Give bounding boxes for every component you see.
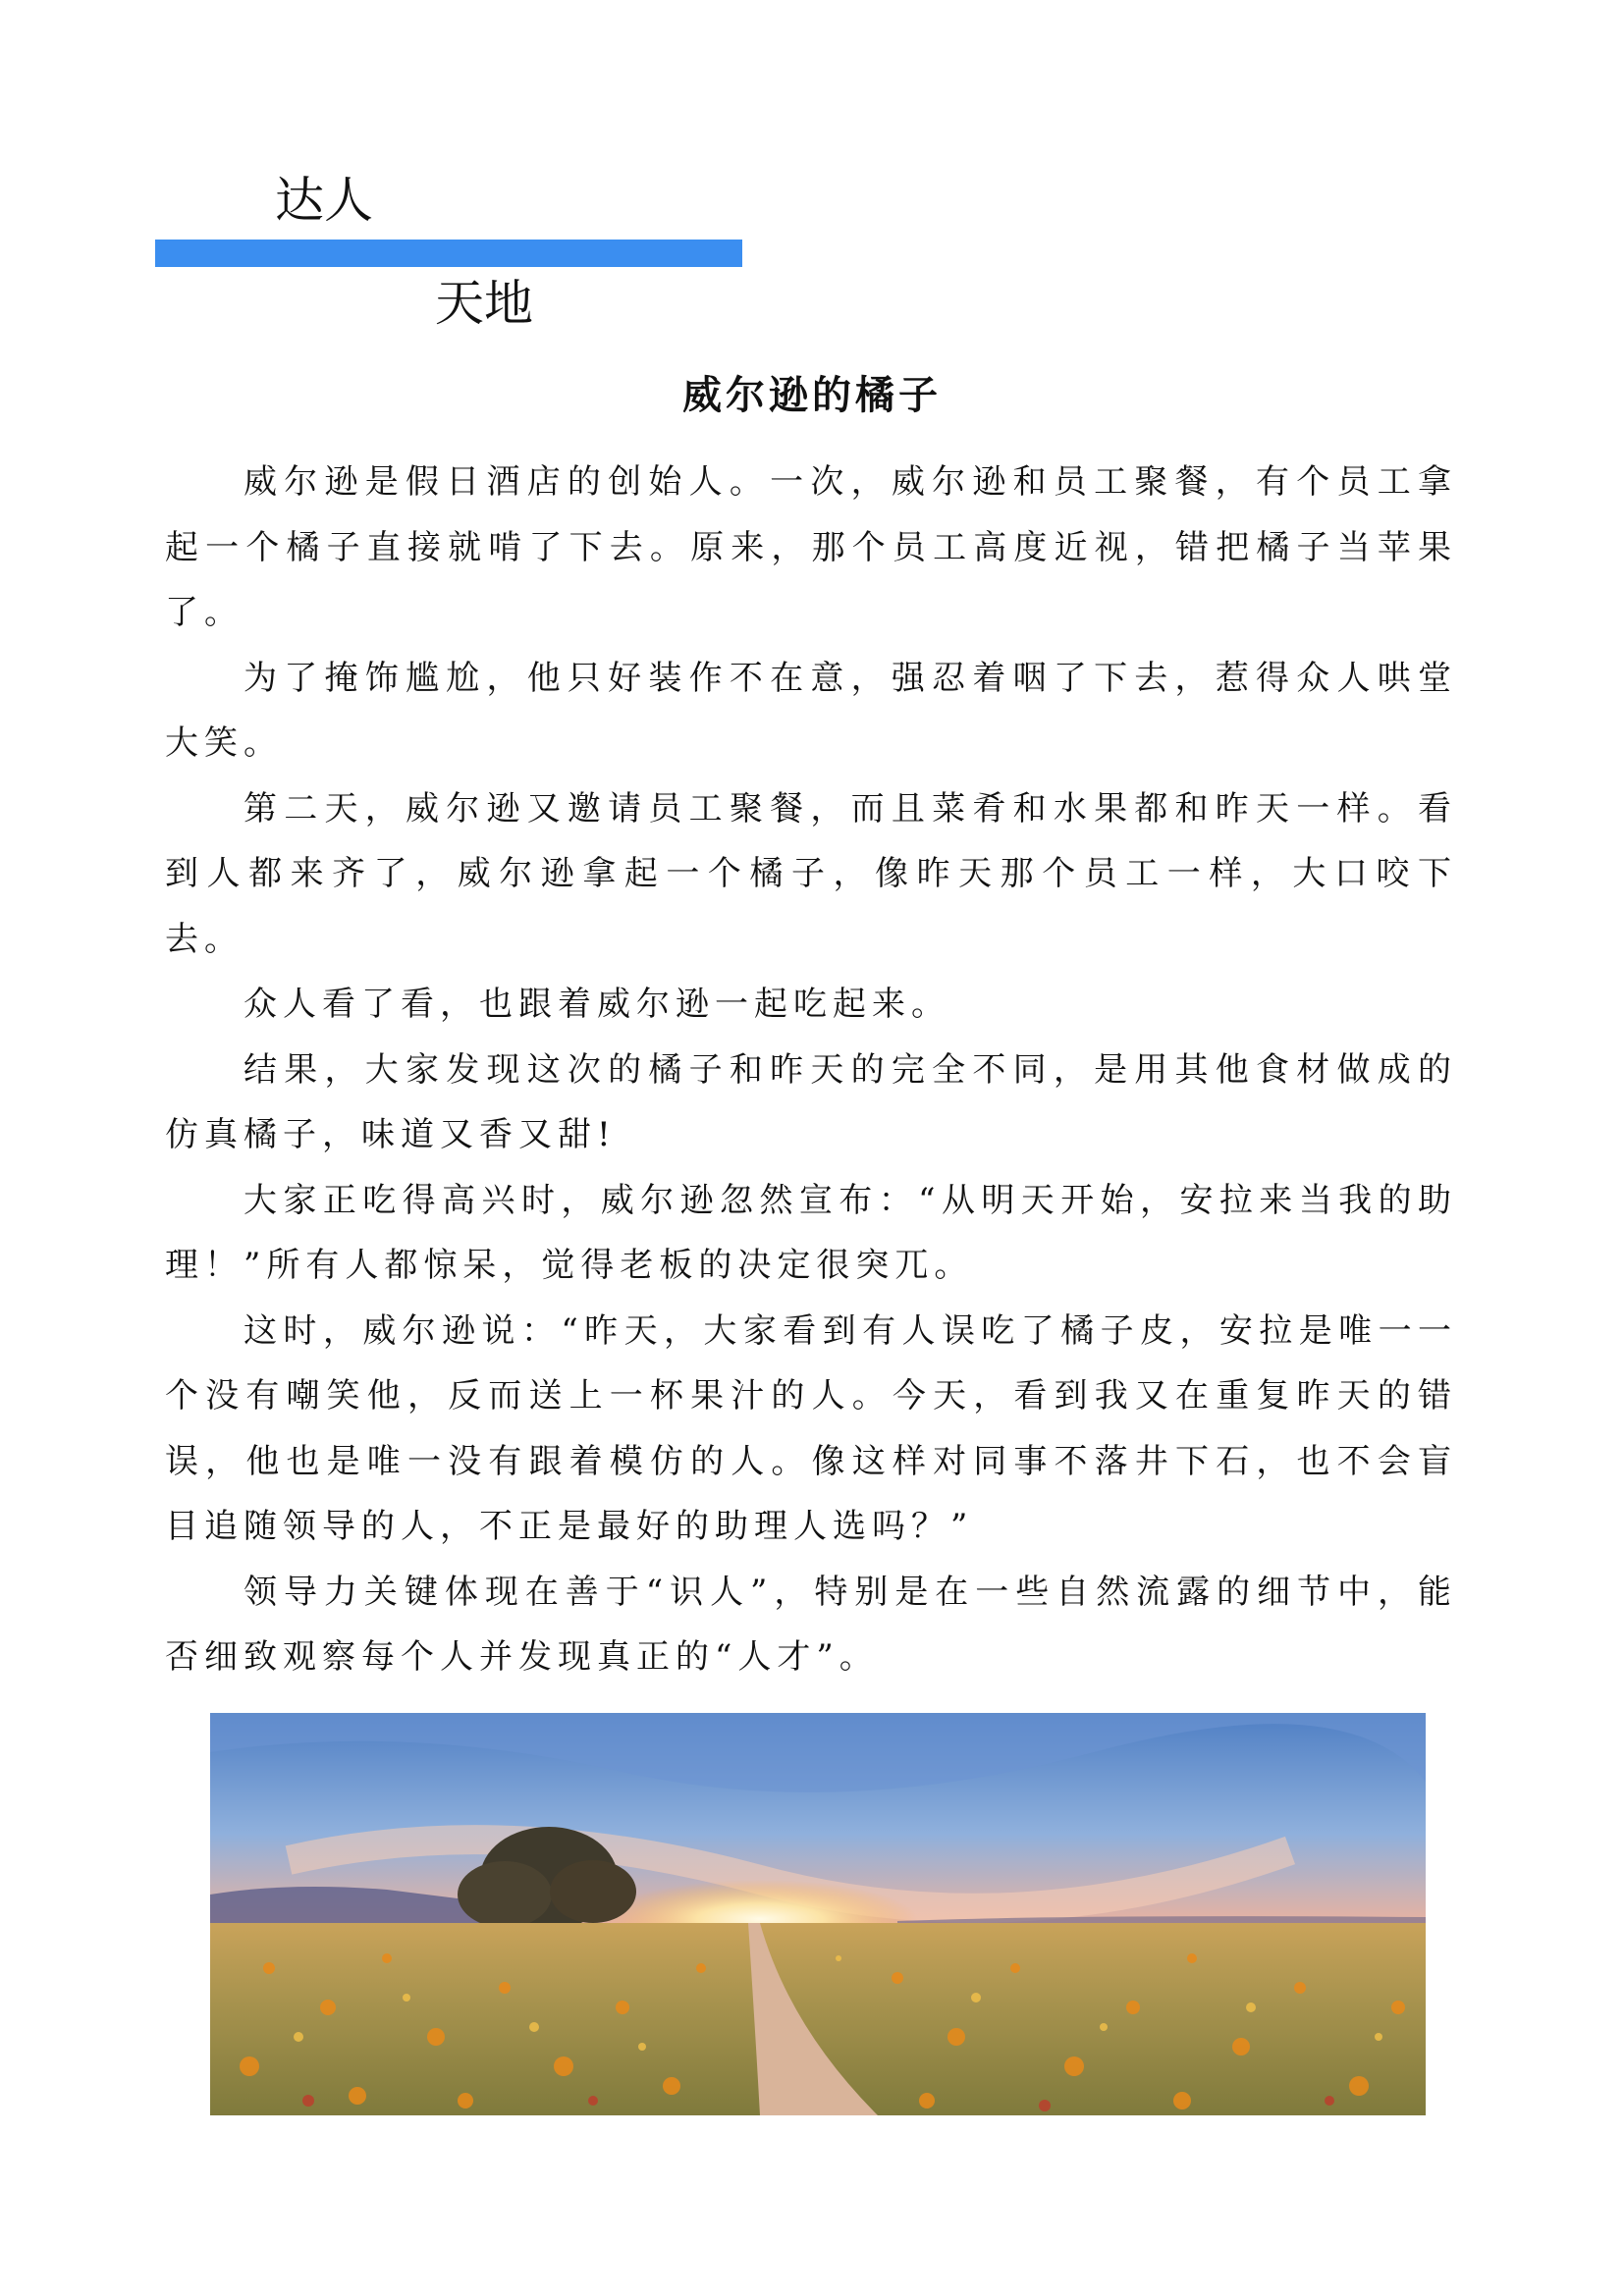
sunset-field-illustration: [210, 1713, 1426, 2115]
paragraph-6: 大家正吃得高兴时，威尔逊忽然宣布：“从明天开始，安拉来当我的助理！”所有人都惊呆，觉得老板的决定很突兀。: [165, 1180, 1457, 1285]
column-title-line1: 达人: [275, 172, 373, 229]
article-body: [165, 450, 1457, 1690]
column-title-bar: [155, 240, 742, 267]
paragraph-2: 为了掩饰尴尬，他只好装作不在意，强忍着咽了下去，惹得众人哄堂大笑。: [165, 658, 1457, 763]
paragraph-4: 众人看了看，也跟着威尔逊一起吃起来。: [244, 985, 950, 1024]
paragraph-5: 结果，大家发现这次的橘子和昨天的完全不同，是用其他食材做成的仿真橘子，味道又香又甜!: [165, 1049, 1457, 1154]
paragraph-3: 第二天，威尔逊又邀请员工聚餐，而且菜肴和水果都和昨天一样。看到人都来齐了，威尔逊拿起一个橘子，像昨天那个员工一样，大口咬下去。: [165, 788, 1457, 959]
paragraph-7: 这时，威尔逊说：“昨天，大家看到有人误吃了橘子皮，安拉是唯一一个没有嘲笑他，反而送上一杯果汁的人。今天，看到我又在重复昨天的错误，他也是唯一没有跟着模仿的人。像这样对同事不落井下石，也不会盲目追随领导的人，不正是最好的助理人选吗？”: [165, 1310, 1457, 1546]
column-title-line2: 天地: [435, 275, 533, 332]
article-title: 威尔逊的橘子: [682, 373, 942, 418]
paragraph-8: 领导力关键体现在善于“识人”，特别是在一些自然流露的细节中，能否细致观察每个人并发现真正的“人才”。: [165, 1572, 1457, 1677]
paragraph-1: 威尔逊是假日酒店的创始人。一次，威尔逊和员工聚餐，有个员工拿起一个橘子直接就啃了下去。原来，那个员工高度近视，错把橘子当苹果了。: [165, 462, 1457, 632]
